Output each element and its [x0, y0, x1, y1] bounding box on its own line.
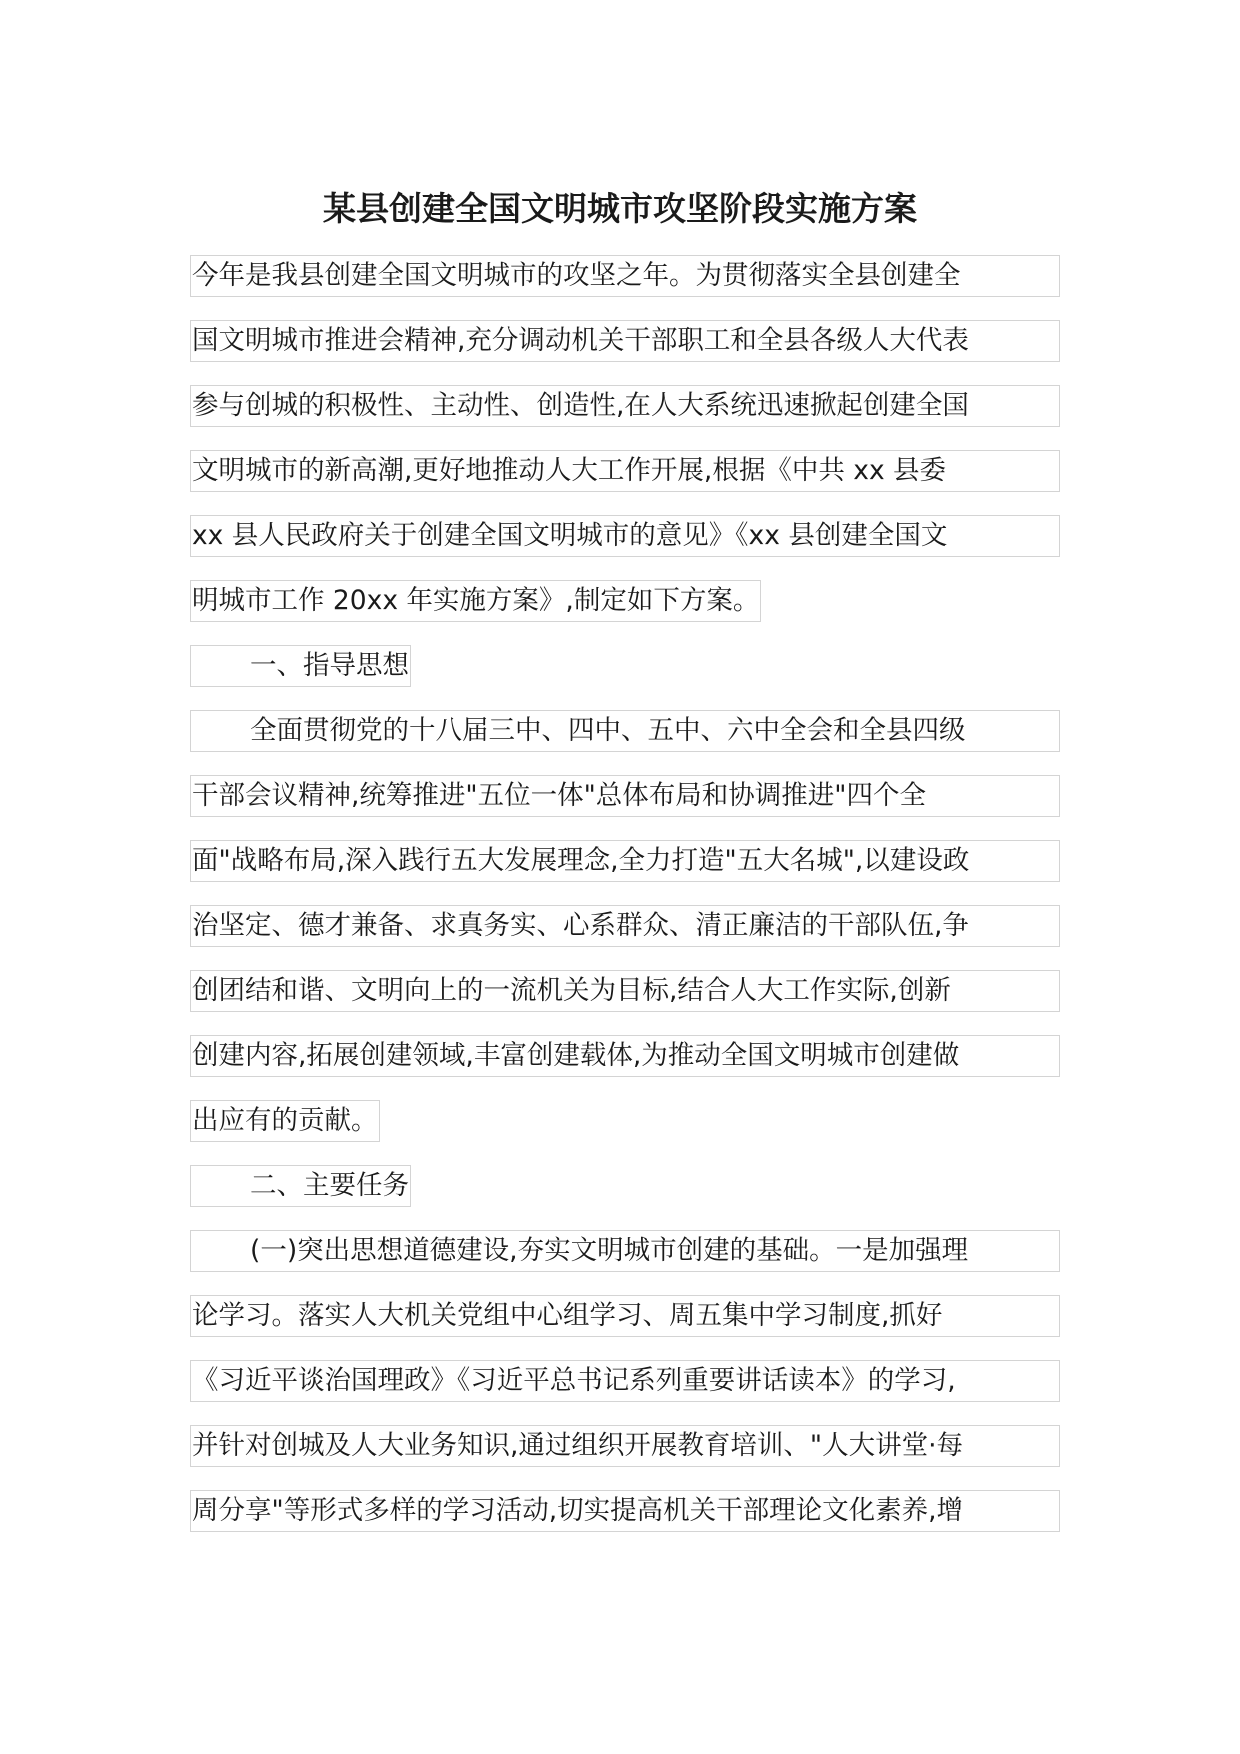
text-line-content: xx 县人民政府关于创建全国文明城市的意见》《xx 县创建全国文 [190, 515, 1060, 557]
text-line [190, 1035, 1060, 1100]
text-line [190, 710, 1060, 775]
text-line-content: 创团结和谐、文明向上的一流机关为目标,结合人大工作实际,创新 [190, 970, 1060, 1012]
text-line-content: 参与创城的积极性、主动性、创造性,在人大系统迅速掀起创建全国 [190, 385, 1060, 427]
text-line-content: 论学习。落实人大机关党组中心组学习、周五集中学习制度,抓好 [190, 1295, 1060, 1337]
text-line-content: 国文明城市推进会精神,充分调动机关干部职工和全县各级人大代表 [190, 320, 1060, 362]
text-line-content: 《习近平谈治国理政》《习近平总书记系列重要讲话读本》的学习, [190, 1360, 1060, 1402]
text-line-content: 周分享"等形式多样的学习活动,切实提高机关干部理论文化素养,增 [190, 1490, 1060, 1532]
text-line [190, 1230, 1060, 1295]
text-line [190, 320, 1060, 385]
text-line [190, 580, 1060, 645]
text-line [190, 1295, 1060, 1360]
text-line-content: 明城市工作 20xx 年实施方案》,制定如下方案。 [190, 580, 761, 622]
text-line [190, 255, 1060, 320]
text-line [190, 775, 1060, 840]
text-line-content: (一)突出思想道德建设,夯实文明城市创建的基础。一是加强理 [190, 1230, 1060, 1272]
text-line [190, 905, 1060, 970]
text-line-content: 面"战略布局,深入践行五大发展理念,全力打造"五大名城",以建设政 [190, 840, 1060, 882]
text-line-content: 创建内容,拓展创建领域,丰富创建载体,为推动全国文明城市创建做 [190, 1035, 1060, 1077]
text-line [190, 1425, 1060, 1490]
text-line [190, 1100, 1060, 1165]
section-heading [190, 645, 1060, 710]
section-heading-text: 二、主要任务 [190, 1165, 411, 1207]
document-title: 某县创建全国文明城市攻坚阶段实施方案 [323, 189, 917, 228]
text-line [190, 1360, 1060, 1425]
text-line [190, 840, 1060, 905]
document-body [190, 255, 1060, 1555]
text-line-content: 并针对创城及人大业务知识,通过组织开展教育培训、"人大讲堂·每 [190, 1425, 1060, 1467]
text-line-content: 今年是我县创建全国文明城市的攻坚之年。为贯彻落实全县创建全 [190, 255, 1060, 297]
text-line [190, 385, 1060, 450]
section-heading [190, 1165, 1060, 1230]
text-line-content: 全面贯彻党的十八届三中、四中、五中、六中全会和全县四级 [190, 710, 1060, 752]
text-line-content: 治坚定、德才兼备、求真务实、心系群众、清正廉洁的干部队伍,争 [190, 905, 1060, 947]
text-line [190, 515, 1060, 580]
text-line-content: 干部会议精神,统筹推进"五位一体"总体布局和协调推进"四个全 [190, 775, 1060, 817]
text-line-content: 文明城市的新高潮,更好地推动人大工作开展,根据《中共 xx 县委 [190, 450, 1060, 492]
text-line [190, 970, 1060, 1035]
text-line [190, 1490, 1060, 1555]
section-heading-text: 一、指导思想 [190, 645, 411, 687]
text-line-content: 出应有的贡献。 [190, 1100, 380, 1142]
text-line [190, 450, 1060, 515]
